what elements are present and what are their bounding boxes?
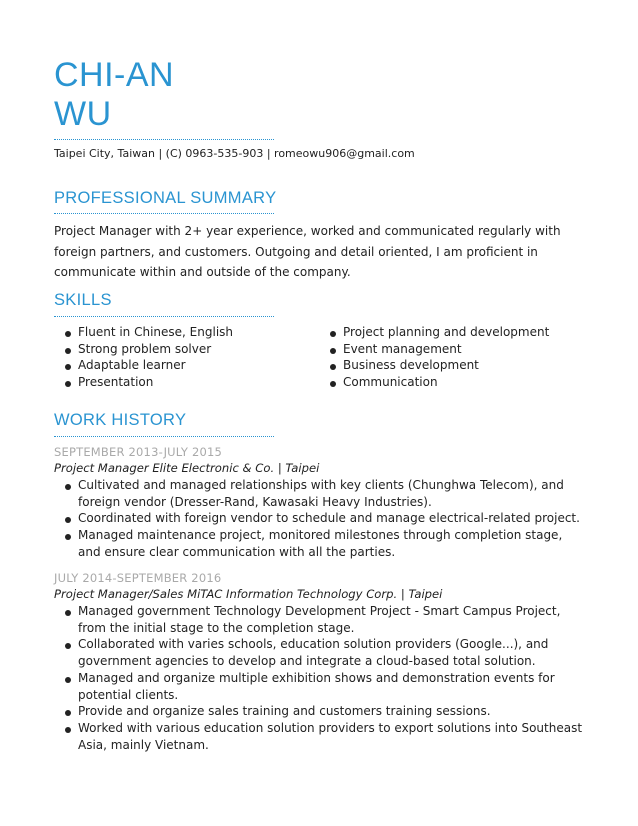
summary-divider (54, 213, 274, 214)
skill-item: Adaptable learner (54, 357, 233, 374)
skill-item: Strong problem solver (54, 341, 233, 358)
job-title: Project Manager/Sales MiTAC Information Technology Corp. | Taipei (54, 587, 443, 601)
job-bullet: Managed government Technology Development Project - Smart Campus Project, from the initial stage to the completion stage. (54, 603, 588, 636)
job-bullets (54, 477, 588, 561)
skill-item: Business development (319, 357, 549, 374)
last-name: WU (54, 95, 112, 133)
skills-divider (54, 316, 274, 317)
job-bullet: Collaborated with varies schools, education solution providers (Google...), and government agencies to develop and integrate a cloud-based total solution. (54, 636, 588, 669)
summary-text: Project Manager with 2+ year experience, worked and communicated regularly with foreign partners, and customers. Outgoing and detail oriented, I am proficient in communicate within and outside of the company. (54, 224, 561, 279)
skill-item: Event management (319, 341, 549, 358)
job-bullet: Cultivated and managed relationships with key clients (Chunghwa Telecom), and foreign vendor (Dresser-Rand, Kawasaki Heavy Industries). (54, 477, 588, 510)
job-bullet: Managed maintenance project, monitored milestones through completion stage, and ensure clear communication with all the parties. (54, 527, 588, 560)
contact-info: Taipei City, Taiwan | (C) 0963-535-903 | romeowu906@gmail.com (54, 147, 415, 160)
work-heading: WORK HISTORY (54, 411, 187, 429)
skills-list-left (54, 324, 233, 391)
job-bullets (54, 603, 588, 753)
skill-item: Communication (319, 374, 549, 391)
summary-heading: PROFESSIONAL SUMMARY (54, 189, 277, 207)
job-dates: SEPTEMBER 2013-JULY 2015 (54, 445, 223, 459)
skills-list-right (319, 324, 549, 391)
skill-item: Project planning and development (319, 324, 549, 341)
job-bullet: Coordinated with foreign vendor to schedule and manage electrical-related project. (54, 510, 588, 527)
name-divider (54, 139, 274, 140)
candidate-name (54, 56, 174, 134)
job-bullet: Worked with various education solution providers to export solutions into Southeast Asia, mainly Vietnam. (54, 720, 588, 753)
skill-item: Presentation (54, 374, 233, 391)
skills-heading: SKILLS (54, 291, 112, 309)
job-dates: JULY 2014-SEPTEMBER 2016 (54, 571, 222, 585)
job-title: Project Manager Elite Electronic & Co. | Taipei (54, 461, 320, 475)
first-name: CHI-AN (54, 56, 175, 94)
skill-item: Fluent in Chinese, English (54, 324, 233, 341)
job-bullet: Provide and organize sales training and customers training sessions. (54, 703, 588, 720)
work-divider (54, 436, 274, 437)
job-bullet: Managed and organize multiple exhibition shows and demonstration events for potential clients. (54, 670, 588, 703)
